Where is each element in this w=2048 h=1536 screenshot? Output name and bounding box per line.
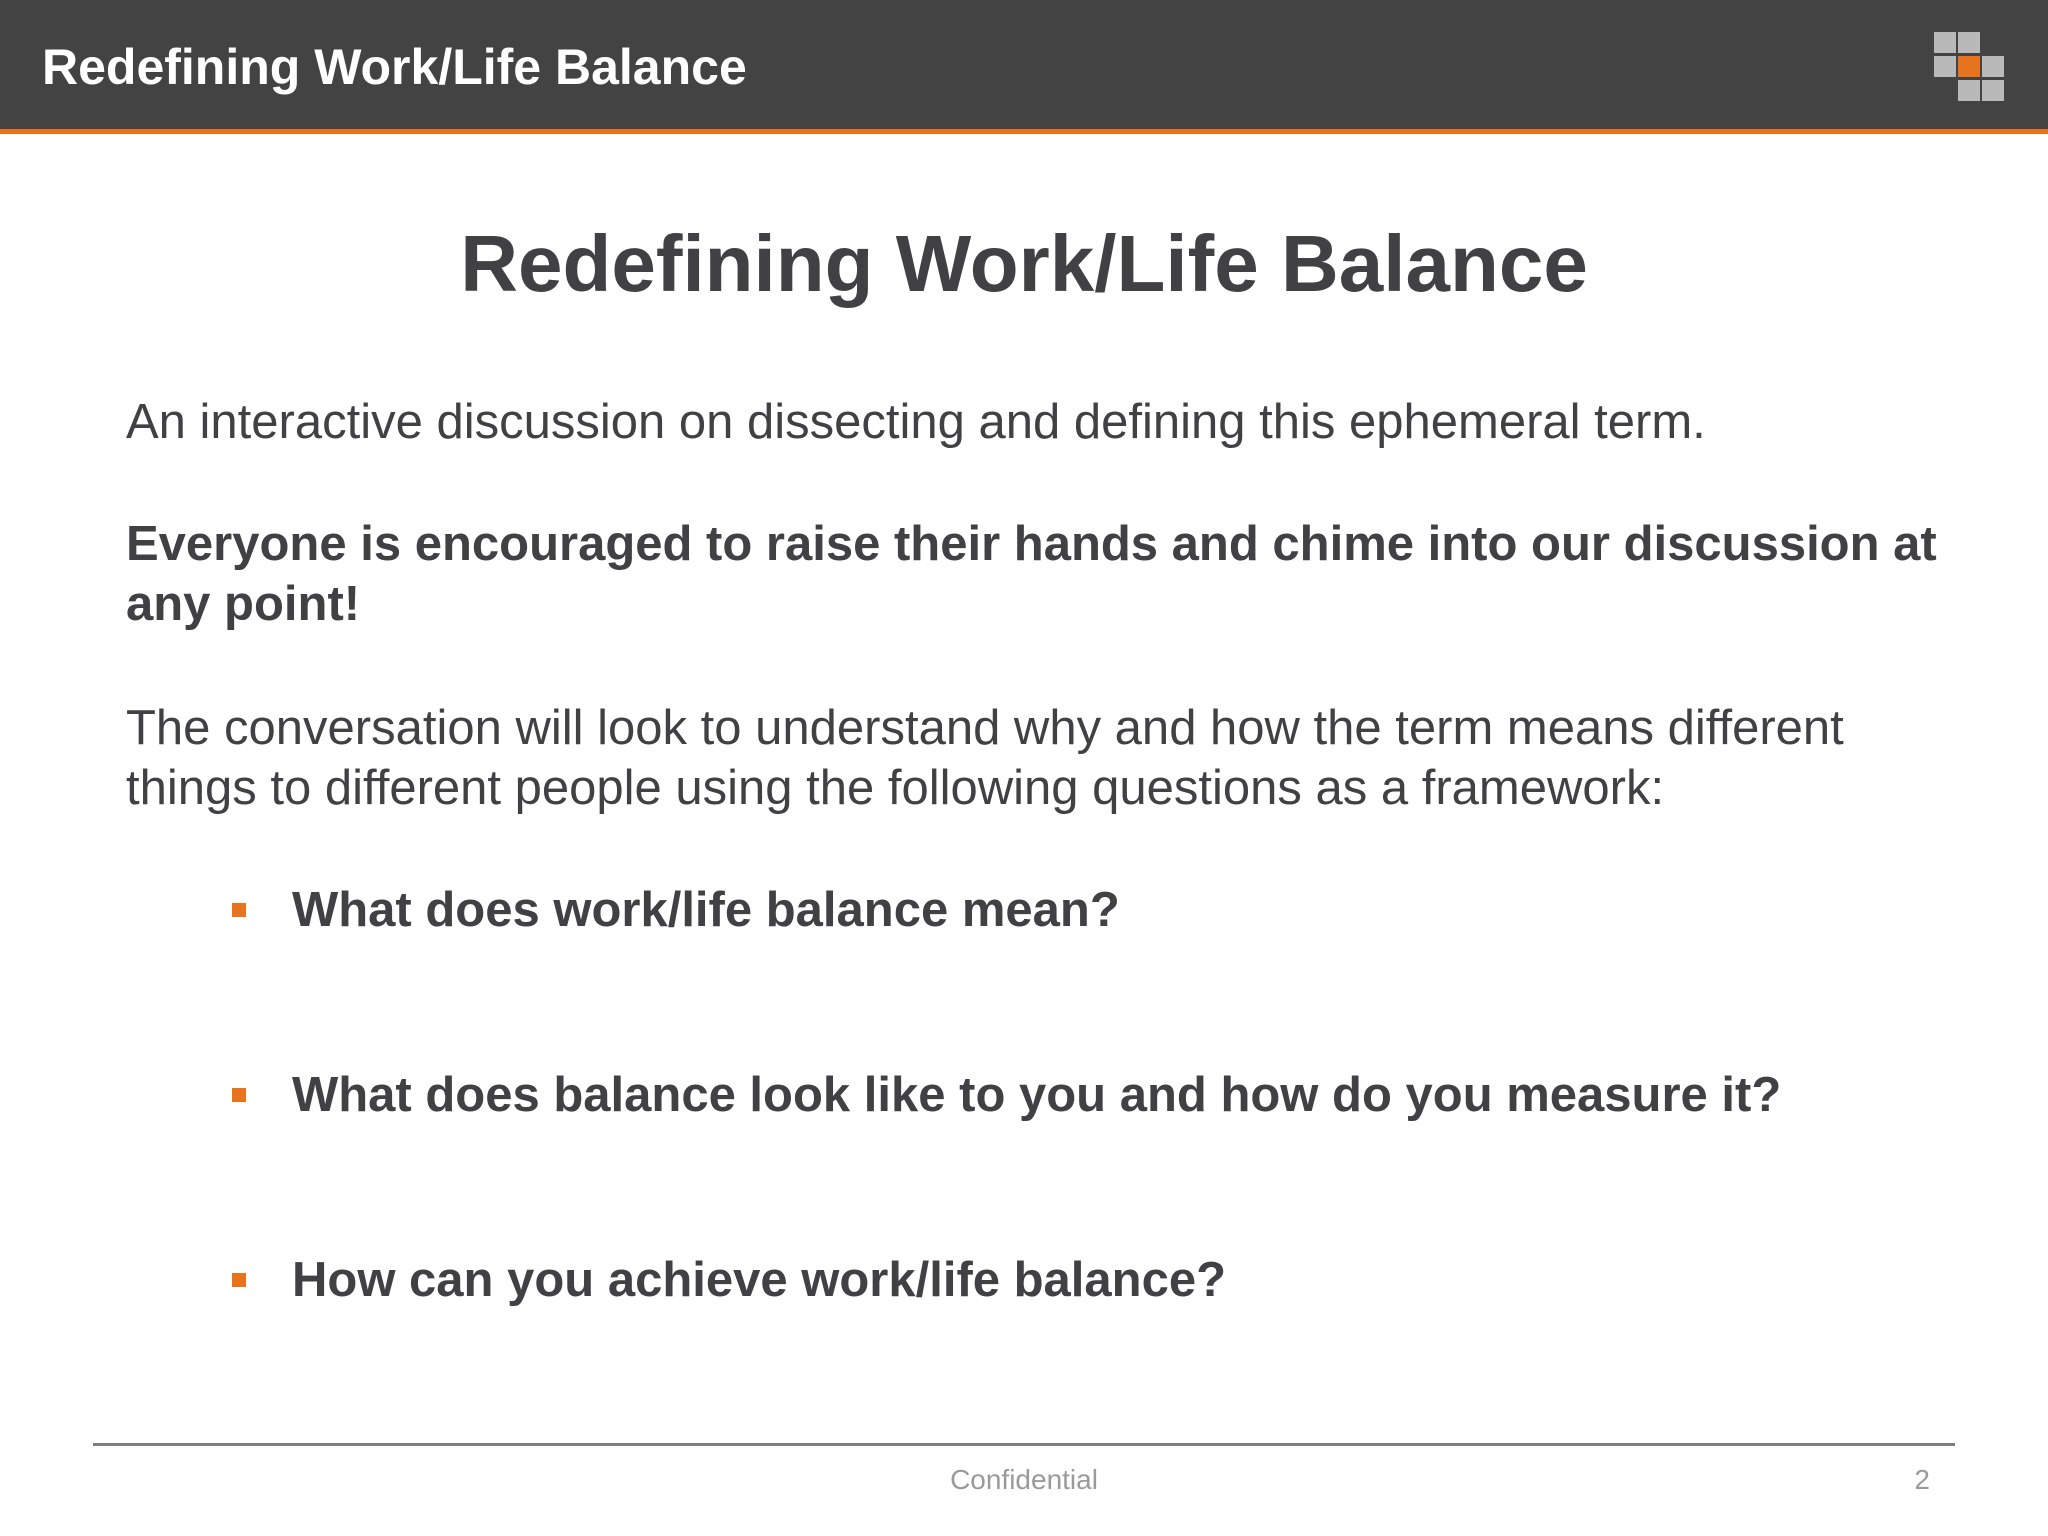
slide-title: Redefining Work/Life Balance <box>460 219 1588 308</box>
bullet-square-icon <box>232 1088 246 1102</box>
grid-logo-icon <box>1934 32 2012 107</box>
bullet-square-icon <box>232 1273 246 1287</box>
footer-divider <box>93 1443 1955 1446</box>
encouragement-text: Everyone is encouraged to raise their hands and chime into our discussion at any point! <box>126 517 1937 631</box>
question-item: How can you achieve work/life balance? <box>292 1253 1227 1307</box>
footer-confidential: Confidential <box>950 1464 1098 1495</box>
intro-text: An interactive discussion on dissecting and defining this ephemeral term. <box>126 395 1706 449</box>
slide-header-bar <box>0 0 2048 134</box>
page-number: 2 <box>1914 1464 1930 1495</box>
header-title: Redefining Work/Life Balance <box>42 39 747 95</box>
question-item: What does balance look like to you and how do you measure it? <box>292 1068 1782 1122</box>
bullet-square-icon <box>232 903 246 917</box>
framework-text: The conversation will look to understand why and how the term means different things to different people using the following questions as a framework: <box>126 701 1844 815</box>
question-item: What does work/life balance mean? <box>292 883 1120 937</box>
